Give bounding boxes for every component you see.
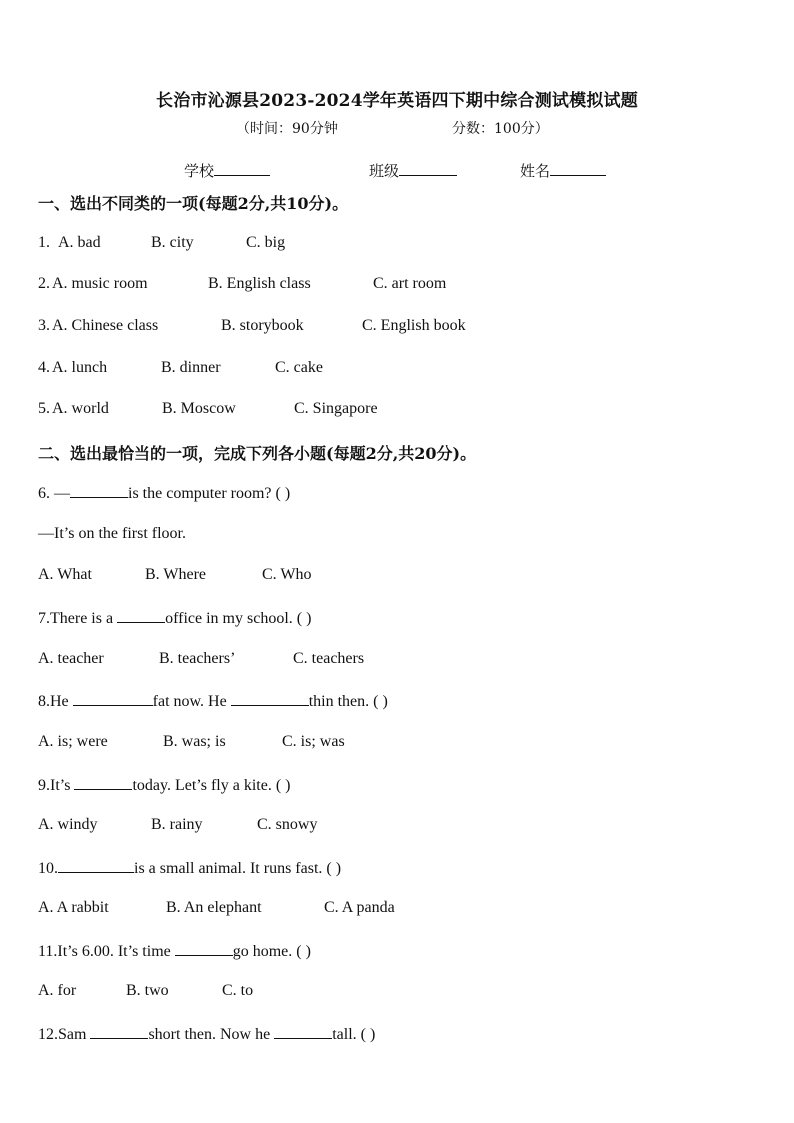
question-text-post: today. Let’s fly a kite. ( ) bbox=[132, 777, 291, 794]
name-label: 姓名 bbox=[520, 162, 551, 180]
question-text-post: go home. ( ) bbox=[232, 943, 311, 960]
question-number: 1. bbox=[38, 234, 50, 251]
option-a: A. bad bbox=[58, 234, 101, 251]
question-text-pre: 11.It’s 6.00. It’s time bbox=[38, 943, 175, 960]
question-12 bbox=[38, 1024, 375, 1044]
school-field bbox=[184, 160, 270, 181]
option-c: C. teachers bbox=[293, 650, 365, 667]
section-1-heading: 一、选出不同类的一项(每题2分,共10分)。 bbox=[38, 194, 349, 213]
name-blank[interactable] bbox=[550, 161, 606, 176]
option-a: A. What bbox=[38, 566, 92, 583]
question-6-response: —It’s on the first floor. bbox=[38, 525, 186, 542]
answer-blank[interactable] bbox=[70, 483, 128, 498]
option-c: C. Who bbox=[262, 566, 312, 583]
class-blank[interactable] bbox=[399, 161, 457, 176]
option-a: A. lunch bbox=[52, 359, 108, 376]
name-field bbox=[520, 160, 606, 181]
question-6 bbox=[38, 483, 290, 503]
question-text-pre: 8.He bbox=[38, 693, 73, 710]
option-a: A. teacher bbox=[38, 650, 104, 667]
question-number: 4. bbox=[38, 359, 50, 376]
question-text-post: tall. ( ) bbox=[332, 1026, 376, 1043]
option-a: A. world bbox=[52, 400, 109, 417]
option-a: A. for bbox=[38, 982, 77, 999]
option-b: B. An elephant bbox=[166, 899, 262, 916]
school-blank[interactable] bbox=[214, 161, 270, 176]
option-b: B. city bbox=[151, 234, 194, 251]
question-2 bbox=[38, 275, 447, 293]
option-b: B. two bbox=[126, 982, 169, 999]
question-5 bbox=[38, 400, 378, 418]
option-c: C. cake bbox=[275, 359, 323, 376]
class-label: 班级 bbox=[369, 162, 400, 180]
question-text-mid: short then. Now he bbox=[148, 1026, 275, 1043]
question-number: 3. bbox=[38, 317, 50, 334]
exam-score: 分数：100分） bbox=[452, 121, 549, 137]
class-field bbox=[369, 160, 457, 181]
option-c: C. art room bbox=[373, 275, 447, 292]
option-c: C. big bbox=[246, 234, 286, 251]
question-10 bbox=[38, 858, 341, 878]
question-text-pre: 9.It’s bbox=[38, 777, 75, 794]
question-9 bbox=[38, 775, 290, 795]
option-b: B. Moscow bbox=[162, 400, 236, 417]
question-text-post: is a small animal. It runs fast. ( ) bbox=[134, 860, 342, 877]
question-number: 5. bbox=[38, 400, 50, 417]
option-a: A. is; were bbox=[38, 733, 108, 750]
option-b: B. Where bbox=[145, 566, 207, 583]
question-8 bbox=[38, 691, 388, 711]
question-4 bbox=[38, 359, 323, 377]
exam-time: （时间：90分钟 bbox=[236, 121, 338, 137]
question-text-mid: fat now. He bbox=[152, 693, 231, 710]
question-text-post: thin then. ( ) bbox=[308, 693, 388, 710]
option-a: A. windy bbox=[38, 816, 98, 833]
section-2-heading: 二、选出最恰当的一项，完成下列各小题(每题2分,共20分)。 bbox=[38, 444, 477, 463]
option-b: B. teachers’ bbox=[159, 650, 236, 667]
answer-blank-2[interactable] bbox=[274, 1024, 332, 1039]
question-3 bbox=[38, 317, 466, 335]
option-b: B. storybook bbox=[221, 317, 304, 334]
option-b: B. was; is bbox=[163, 733, 226, 750]
question-number: 2. bbox=[38, 275, 50, 292]
answer-blank[interactable] bbox=[58, 858, 134, 873]
question-7 bbox=[38, 608, 311, 628]
option-a: A. music room bbox=[52, 275, 148, 292]
question-1 bbox=[38, 234, 286, 252]
option-c: C. to bbox=[222, 982, 254, 999]
option-c: C. Singapore bbox=[294, 400, 378, 417]
answer-blank-1[interactable] bbox=[90, 1024, 148, 1039]
question-text-post: office in my school. ( ) bbox=[165, 610, 312, 627]
question-text-pre: 7.There is a bbox=[38, 610, 118, 627]
answer-blank[interactable] bbox=[74, 775, 132, 790]
question-text-pre: 6. — bbox=[38, 485, 70, 502]
answer-blank[interactable] bbox=[117, 608, 165, 623]
question-text-post: is the computer room? ( ) bbox=[128, 485, 291, 502]
answer-blank[interactable] bbox=[175, 941, 233, 956]
option-b: B. rainy bbox=[151, 816, 203, 833]
school-label: 学校 bbox=[184, 162, 215, 180]
question-text-pre: 10. bbox=[38, 860, 58, 877]
option-c: C. snowy bbox=[257, 816, 318, 833]
answer-blank-1[interactable] bbox=[73, 691, 153, 706]
option-b: B. English class bbox=[208, 275, 311, 292]
question-11 bbox=[38, 941, 311, 961]
option-a: A. Chinese class bbox=[52, 317, 159, 334]
question-text-pre: 12.Sam bbox=[38, 1026, 91, 1043]
option-b: B. dinner bbox=[161, 359, 221, 376]
option-c: C. A panda bbox=[324, 899, 395, 916]
page-title: 长治市沁源县2023-2024学年英语四下期中综合测试模拟试题 bbox=[156, 91, 638, 111]
option-a: A. A rabbit bbox=[38, 899, 109, 916]
answer-blank-2[interactable] bbox=[231, 691, 309, 706]
option-c: C. English book bbox=[362, 317, 466, 334]
option-c: C. is; was bbox=[282, 733, 345, 750]
